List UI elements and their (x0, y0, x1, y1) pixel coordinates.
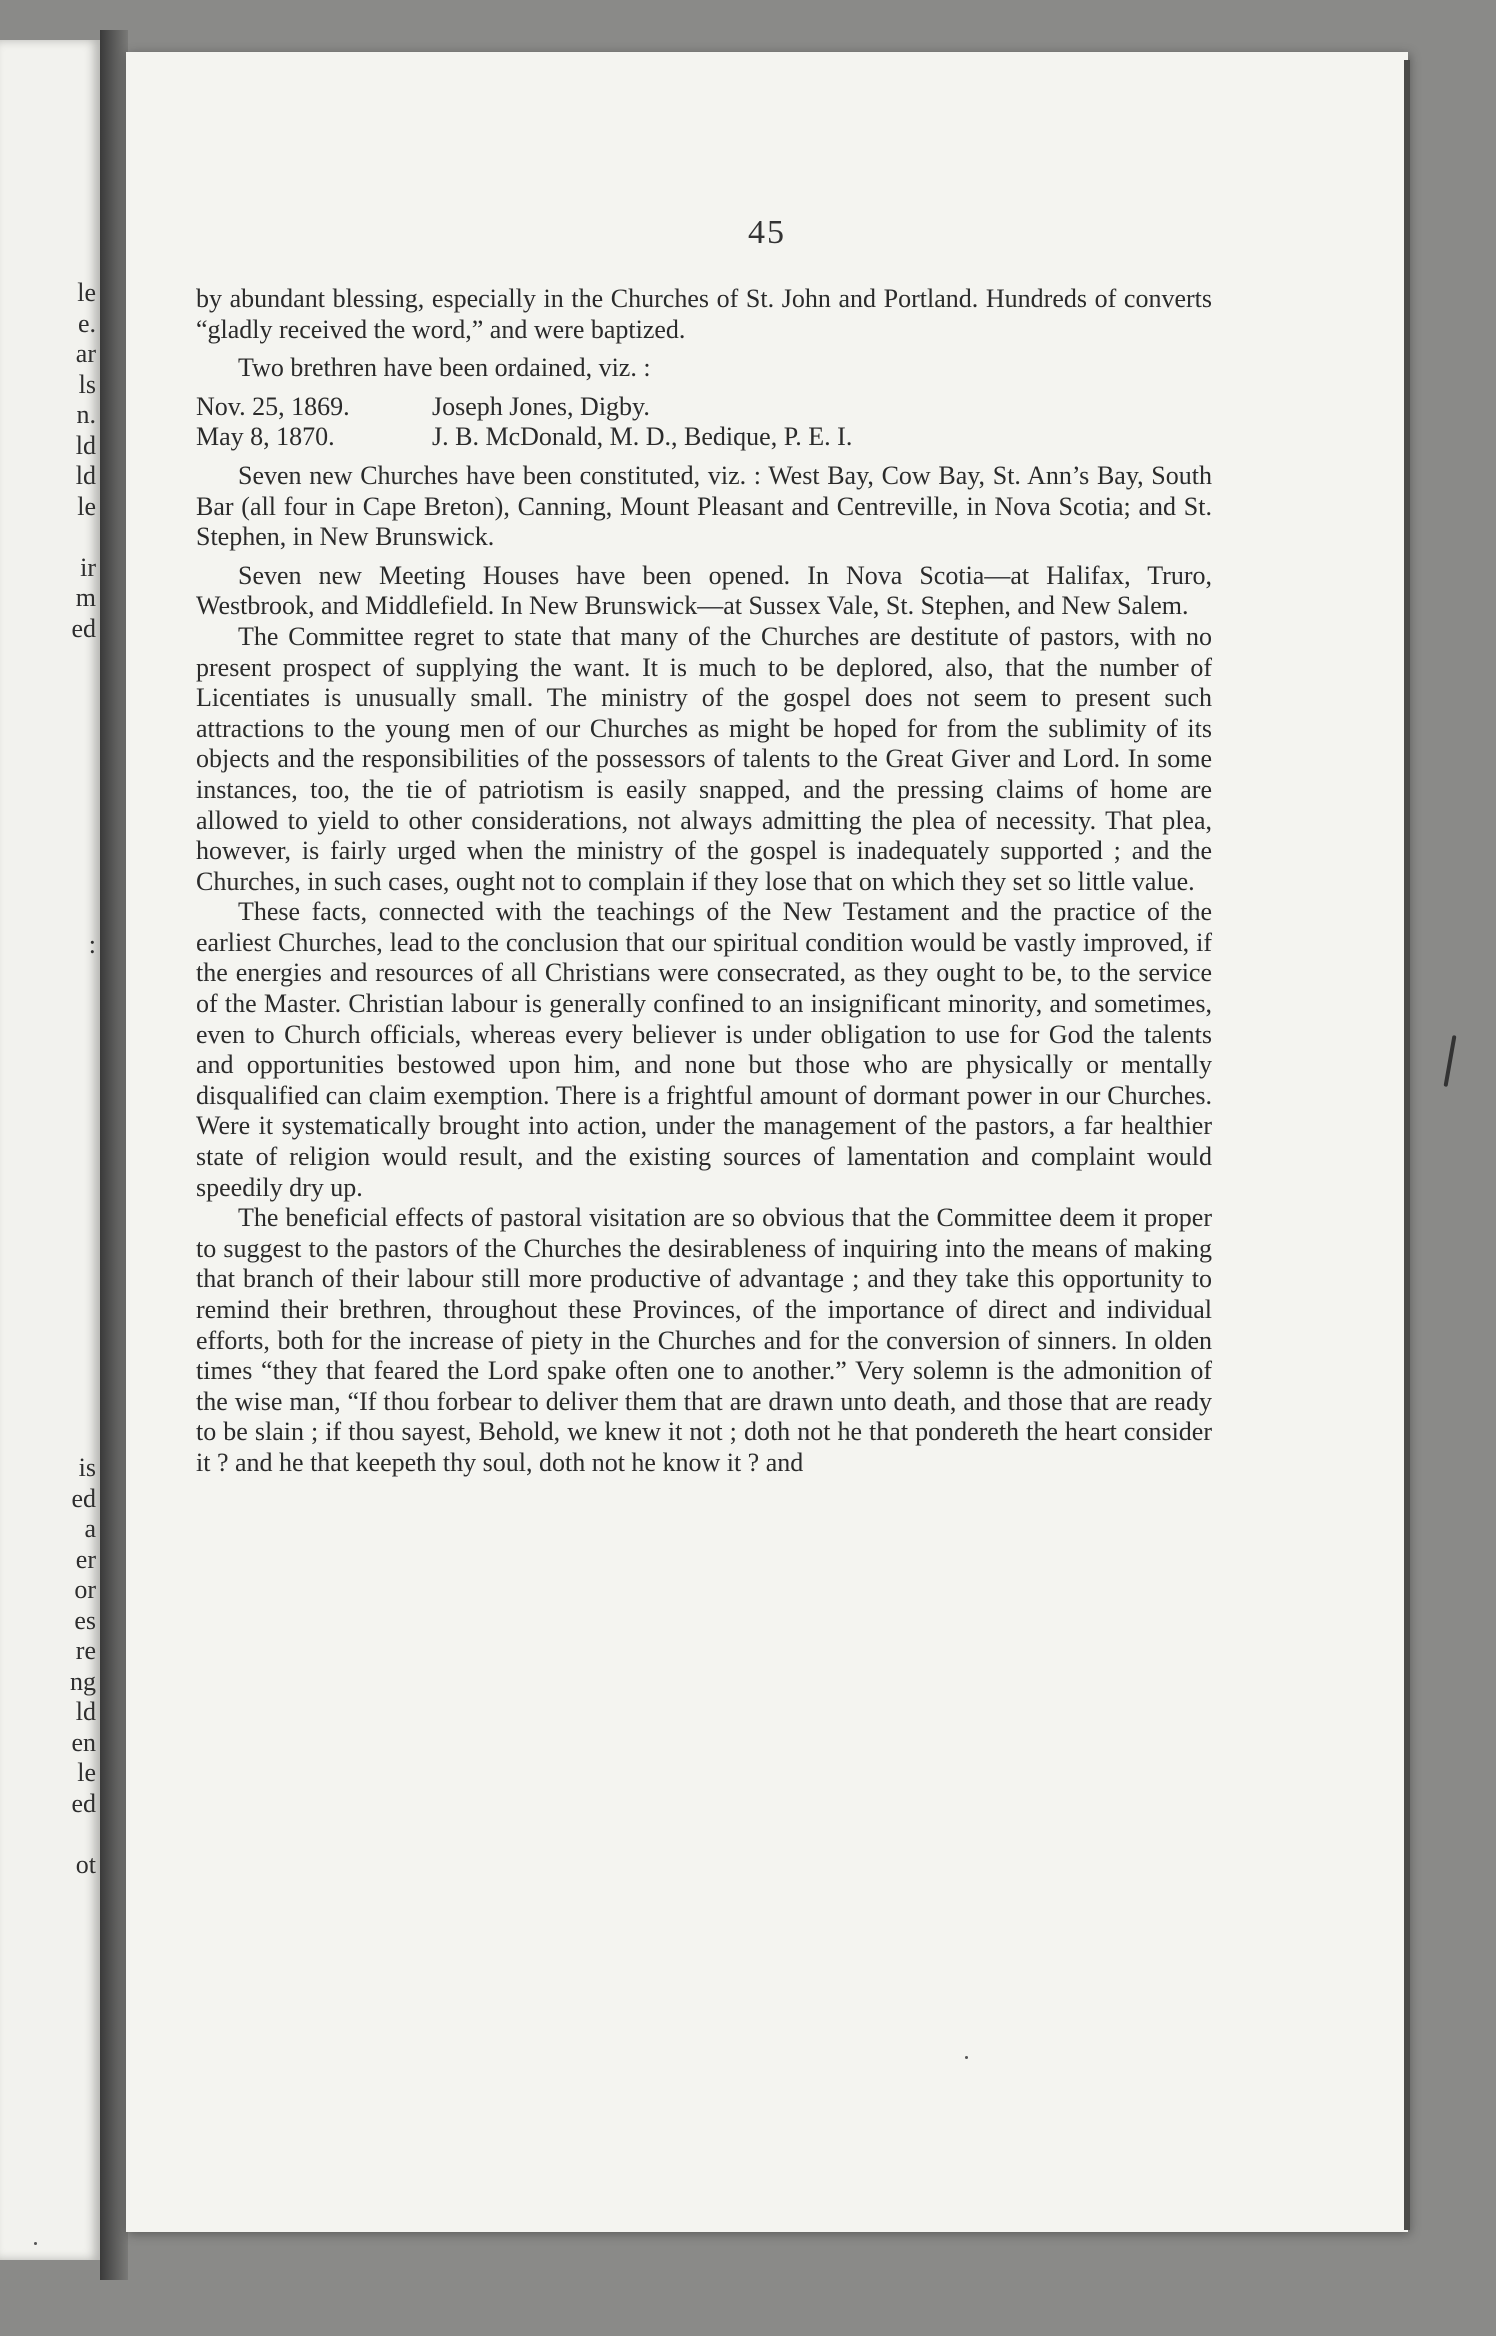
paragraph-facts: These facts, connected with the teachings of the New Testament and the practice of the earliest Churches, lead to the conclusion that our spiritual condition would be vastly improved, if the energies and resources of all Christians were consecrated, as they ought to be, to the service of the Master. Christian labour is generally confined to an insignificant minority, and sometimes, even to Church officials, whereas every believer is under obligation to use for God the talents and opportunities bestowed upon him, and none but those who are physically or mentally disqualified can claim exemption. There is a frightful amount of dormant power in our Churches. Were it systematically brought into action, under the management of the pastors, a far healthier state of religion would result, and the existing sources of lamentation and complaint would speedily dry up. (196, 897, 1212, 1202)
adjacent-page-fragment-text: es (74, 1605, 96, 1635)
adjacent-page-fragment-text: or (74, 1575, 96, 1604)
adjacent-page-fragment-text: ng (70, 1666, 96, 1696)
adjacent-page-fragment-text: : (88, 930, 96, 959)
adjacent-page-fragment-text: ed (71, 1788, 96, 1818)
ordination-date: May 8, 1870. (196, 422, 335, 452)
adjacent-page-fragment-text: ir (80, 552, 96, 582)
paragraph-churches: Seven new Churches have been constituted, viz. : West Bay, Cow Bay, St. Ann’s Bay, South Bar (all four in Cape Breton), Canning, Mount Pleasant and Centreville, in Nova Scotia; and St. Stephen, in New Brunswick. (196, 460, 1212, 552)
paragraph-meeting-houses: Seven new Meeting Houses have been opened. In Nova Scotia—at Halifax, Truro, Westbrook, and Middlefield. In New Brunswick—at Sussex Vale, St. Stephen, and New Salem. (196, 560, 1212, 621)
adjacent-page-fragment-text: le (77, 1758, 96, 1787)
paper-speck (965, 2056, 968, 2059)
paragraph-committee: The Committee regret to state that many of the Churches are destitute of pastors, with no present prospect of supplying the want. It is much to be deplored, also, that the number of Licentiates is unusually small. The ministry of the gospel does not seem to present such attractions to the young men of our Churches as might be hoped for from the sublimity of its objects and the responsibilities of the possessors of talents to the Great Giver and Lord. In some instances, too, the tie of patriotism is easily snapped, and the pressing claims of home are allowed to yield to other considerations, not always admitting the plea of necessity. That plea, however, is fairly urged when the ministry of the gospel is inadequately supported ; and the Churches, in such cases, ought not to complain if they lose that on which they set so little value. (196, 621, 1212, 896)
adjacent-page-fragment-text: re (75, 1636, 96, 1665)
adjacent-page-fragment-text: le (77, 491, 96, 521)
paragraph-visitation: The beneficial effects of pastoral visitation are so obvious that the Committee deem it proper to suggest to the pastors of the Churches the desirableness of inquiring into the means of making that branch of their labour still more productive of advantage ; and they take this opportunity to remind their brethren, throughout these Provinces, of the importance of direct and individual efforts, both for the increase of piety in the Churches and for the conversion of sinners. In olden times “they that feared the Lord spake often one to another.” Very solemn is the admonition of the wise man, “If thou forbear to deliver them that are drawn unto death, and those that are ready to be slain ; if thou sayest, Behold, we knew it not ; doth not he that pondereth the heart consider it ? and he that keepeth thy soul, doth not he know it ? and (196, 1203, 1212, 1477)
ordination-name: J. B. McDonald, M. D., Bedique, P. E. I. (432, 422, 853, 452)
ordination-name: Joseph Jones, Digby. (432, 391, 650, 421)
adjacent-page-fragment-text: ot (75, 1849, 96, 1879)
adjacent-page-fragment-text: a (84, 1514, 96, 1543)
ordination-date: Nov. 25, 1869. (196, 391, 350, 421)
adjacent-page-fragment-text: ld (75, 1697, 96, 1726)
page-number: 45 (748, 214, 786, 251)
ordination-entry (196, 392, 1212, 423)
page-body (196, 284, 1212, 1479)
adjacent-page-fragment-text: ld (75, 461, 96, 490)
adjacent-page-fragment-text: ld (75, 430, 96, 460)
adjacent-page-fragment-text: en (71, 1727, 96, 1757)
adjacent-page-fragment-text: m (75, 583, 96, 612)
adjacent-page-fragment-text: ed (71, 613, 96, 643)
adjacent-page-fragment-text: n. (76, 400, 96, 429)
margin-mark (1444, 1035, 1457, 1087)
paragraph-intro: by abundant blessing, especially in the Churches of St. John and Portland. Hundreds of converts “gladly received the word,” and were baptized. (196, 284, 1212, 344)
adjacent-page-fragment (0, 40, 100, 2260)
paper-speck (34, 2242, 37, 2245)
page-edge (1404, 60, 1410, 2230)
adjacent-page-fragment-text: is (78, 1453, 96, 1482)
adjacent-page-fragment-text: ls (78, 369, 96, 399)
adjacent-page-fragment-text: ed (71, 1483, 96, 1513)
book-gutter (100, 30, 128, 2280)
adjacent-page-fragment-text: le (77, 278, 96, 307)
adjacent-page-fragment-text: ar (75, 339, 96, 368)
book-page (126, 52, 1408, 2232)
adjacent-page-fragment-text: e. (77, 308, 96, 338)
ordination-entry (196, 422, 1212, 453)
paragraph-ordained: Two brethren have been ordained, viz. : (238, 353, 651, 383)
adjacent-page-fragment-text: er (75, 1544, 96, 1574)
